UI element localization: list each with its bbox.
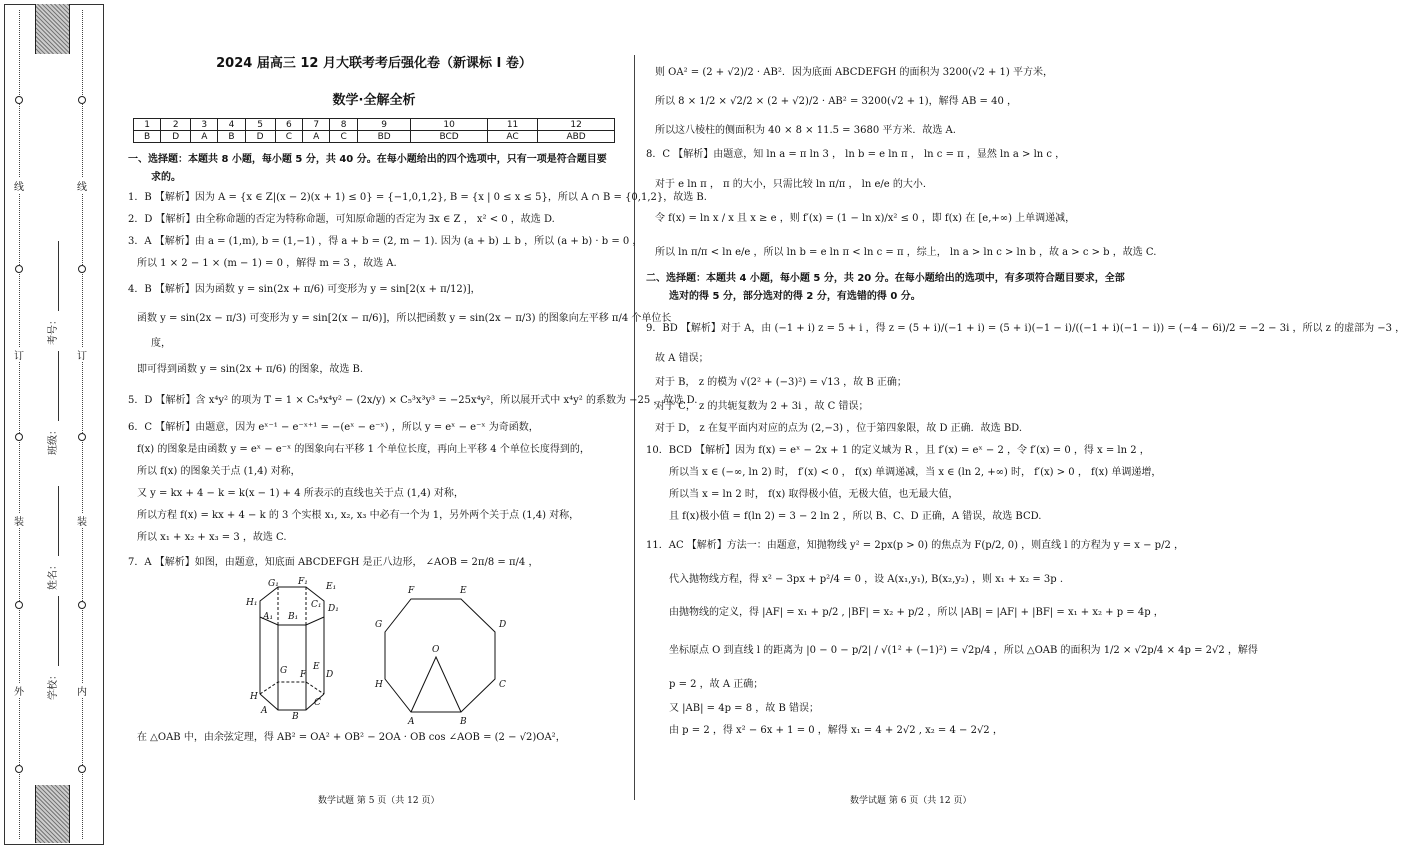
solution-line: 对于 e ln π ， π 的大小，只需比较 ln π/π ， ln e/e 的大小． bbox=[655, 179, 933, 190]
vertex-label: B bbox=[460, 717, 467, 727]
vertex-label: A₁ bbox=[263, 612, 274, 622]
inner-line-char: 内 bbox=[76, 683, 88, 698]
figure-area bbox=[128, 577, 620, 727]
school-field[interactable] bbox=[44, 596, 59, 700]
binding-margin bbox=[0, 0, 108, 849]
solution-line: 所以 x₁ + x₂ + x₃ = 3 ，故选 C. bbox=[137, 532, 287, 543]
answer-number: 5 bbox=[245, 119, 275, 131]
class-label: 班级： bbox=[48, 425, 59, 455]
page-title: 2024 届高三 12 月大联考考后强化卷（新课标 I 卷） bbox=[216, 56, 532, 71]
solution-line: 对于 C， z 的共轭复数为 2 + 3i ，故 C 错误； bbox=[655, 401, 869, 412]
answer-table bbox=[133, 118, 615, 143]
answer-key: D bbox=[245, 131, 275, 143]
answer-number-row bbox=[134, 119, 615, 131]
punch-hole bbox=[78, 265, 86, 273]
answer-number: 2 bbox=[161, 119, 191, 131]
punch-hole bbox=[78, 433, 86, 441]
vertex-label: C₁ bbox=[311, 600, 322, 610]
vertex-label: F₁ bbox=[298, 577, 308, 587]
answer-key: BCD bbox=[411, 131, 488, 143]
solution-line: 3．A 【解析】由 a = (1,m), b = (1,−1) ，得 a + b = (2, m − 1). 因为 (a + b) ⊥ b ，所以 (a + b) · b = 0 ， bbox=[128, 236, 643, 247]
answer-number: 8 bbox=[330, 119, 358, 131]
vertex-label: A bbox=[408, 717, 415, 727]
answer-number: 1 bbox=[134, 119, 161, 131]
outer-line-char: 订 bbox=[13, 347, 25, 362]
punch-hole bbox=[78, 765, 86, 773]
answer-key: D bbox=[161, 131, 191, 143]
vertex-label: G bbox=[280, 666, 288, 676]
answer-key: BD bbox=[357, 131, 410, 143]
name-label: 姓名： bbox=[48, 560, 59, 590]
vertex-label: H₁ bbox=[246, 598, 258, 608]
solution-line: 又 |AB| = 4p = 8 ，故 B 错误； bbox=[669, 703, 819, 714]
solution-line: 11．AC 【解析】方法一：由题意，知抛物线 y² = 2px(p > 0) 的焦点为 F(p/2, 0) ，则直线 l 的方程为 y = x − p/2 ， bbox=[646, 540, 1184, 551]
solution-line: 函数 y = sin(2x − π/3) 可变形为 y = sin[2(x − π/6)]，所以把函数 y = sin(2x − π/3) 的图象向左平移 π/4 个单位长 bbox=[137, 313, 672, 324]
answer-number: 3 bbox=[191, 119, 218, 131]
punch-hole bbox=[15, 433, 23, 441]
solution-line: 又 y = kx + 4 − k = k(x − 1) + 4 所表示的直线也关于点 (1,4) 对称， bbox=[137, 488, 464, 499]
outer-line-char: 线 bbox=[13, 178, 25, 193]
hatch-bottom bbox=[35, 785, 70, 843]
answer-number: 9 bbox=[357, 119, 410, 131]
vertex-label: D bbox=[326, 670, 334, 680]
solution-line: 代入抛物线方程，得 x² − 3px + p²/4 = 0 ，设 A(x₁,y₁), B(x₂,y₂) ，则 x₁ + x₂ = 3p . bbox=[669, 574, 1064, 585]
inner-line-char: 装 bbox=[76, 513, 88, 528]
section-heading: 二、选择题：本题共 4 小题，每小题 5 分，共 20 分。在每小题给出的选项中，有多项符合题目要求，全部 bbox=[646, 273, 1125, 284]
solution-line: 所以 ln π/π < ln e/e ，所以 ln b = e ln π < ln c = π ，综上， ln a > ln c > ln b ，故 a > c > b ，故选 C. bbox=[655, 247, 1157, 258]
prism-labels bbox=[245, 577, 339, 722]
inner-line-char: 线 bbox=[76, 178, 88, 193]
punch-hole bbox=[15, 765, 23, 773]
answer-key: ABD bbox=[538, 131, 615, 143]
outer-line-char: 外 bbox=[13, 683, 25, 698]
exam-number-label: 考号： bbox=[48, 315, 59, 345]
vertex-label: C bbox=[499, 680, 506, 690]
solution-line: 9．BD 【解析】对于 A，由 (−1 + i) z = 5 + i ，得 z = (5 + i)/(−1 + i) = (5 + i)(−1 − i)/((−1 + i)(−1 − i)) = (−4 − 6i)/2 = −2 − 3i ，所以 z 的虚部为 −3 ， bbox=[646, 323, 1405, 334]
class-blank[interactable] bbox=[58, 351, 59, 421]
vertex-label: H bbox=[375, 680, 383, 690]
exam-number-blank[interactable] bbox=[58, 241, 59, 311]
solution-line: 10．BCD 【解析】因为 f(x) = eˣ − 2x + 1 的定义域为 R ，且 f′(x) = eˣ − 2 ，令 f′(x) = 0 ，得 x = ln 2 ， bbox=[646, 445, 1150, 456]
solution-line: 7．A 【解析】如图，由题意，知底面 ABCDEFGH 是正八边形， ∠AOB = 2π/8 = π/4 ， bbox=[128, 557, 539, 568]
vertex-label: A bbox=[261, 706, 268, 716]
vertex-label: G bbox=[375, 620, 383, 630]
solution-line: f(x) 的图象是由函数 y = eˣ − e⁻ˣ 的图象向右平移 1 个单位长度，再向上平移 4 个单位长度得到的， bbox=[137, 444, 590, 455]
solution-line: 即可得到函数 y = sin(2x + π/6) 的图象，故选 B. bbox=[137, 364, 364, 375]
solution-line: 令 f(x) = ln x / x 且 x ≥ e ，则 f′(x) = (1 − ln x)/x² ≤ 0 ，即 f(x) 在 [e,+∞) 上单调递减， bbox=[655, 213, 1076, 224]
solution-line: 5．D 【解析】含 x⁴y² 的项为 T = 1 × C₅⁴x⁴y² − (2x/y) × C₅³x³y³ = −25x⁴y²，所以展开式中 x⁴y² 的系数为 −25 ，故选 D. bbox=[128, 395, 698, 406]
solution-line: 所以 1 × 2 − 1 × (m − 1) = 0 ，解得 m = 3 ，故选 A. bbox=[137, 258, 397, 269]
vertex-label: G₁ bbox=[268, 579, 279, 589]
answer-key: B bbox=[218, 131, 245, 143]
solution-line: 所以当 x = ln 2 时， f(x) 取得极小值，无极大值，也无最大值， bbox=[669, 489, 959, 500]
vertex-label: C bbox=[314, 698, 321, 708]
vertex-label: H bbox=[250, 692, 258, 702]
answer-key: B bbox=[134, 131, 161, 143]
answer-number: 4 bbox=[218, 119, 245, 131]
solution-line: 由 p = 2 ，得 x² − 6x + 1 = 0 ，解得 x₁ = 4 + 2√2 , x₂ = 4 − 2√2 ， bbox=[669, 725, 1003, 736]
punch-hole bbox=[78, 601, 86, 609]
octagon-labels bbox=[374, 586, 506, 727]
answer-key-row bbox=[134, 131, 615, 143]
solution-line: 所以方程 f(x) = kx + 4 − k 的 3 个实根 x₁, x₂, x₃ 中必有一个为 1，另外两个关于点 (1,4) 对称， bbox=[137, 510, 580, 521]
solution-line: 度， bbox=[151, 338, 171, 349]
solution-line: 4．B 【解析】因为函数 y = sin(2x + π/6) 可变形为 y = sin[2(x + π/12)]， bbox=[128, 284, 481, 295]
class-field[interactable] bbox=[44, 351, 59, 455]
outer-line-char: 装 bbox=[13, 513, 25, 528]
solution-line: 由抛物线的定义，得 |AF| = x₁ + p/2 , |BF| = x₂ + p/2 ，所以 |AB| = |AF| + |BF| = x₁ + x₂ + p = 4p ， bbox=[669, 607, 1164, 618]
solution-line: 6．C 【解析】由题意，因为 eˣ⁻¹ − e⁻ˣ⁺¹ = −(eˣ − e⁻ˣ) ，所以 y = eˣ − e⁻ˣ 为奇函数， bbox=[128, 422, 539, 433]
exam-number-field[interactable] bbox=[44, 241, 59, 345]
answer-number: 6 bbox=[275, 119, 303, 131]
section-heading: 一、选择题：本题共 8 小题，每小题 5 分，共 40 分。在每小题给出的四个选项中，只有一项是符合题目要 bbox=[128, 154, 607, 165]
solution-line: 所以 f(x) 的图象关于点 (1,4) 对称， bbox=[137, 466, 301, 477]
solution-line: 在 △OAB 中，由余弦定理，得 AB² = OA² + OB² − 2OA · OB cos ∠AOB = (2 − √2)OA²， bbox=[137, 732, 566, 743]
school-blank[interactable] bbox=[58, 596, 59, 666]
vertex-label: D bbox=[499, 620, 507, 630]
vertex-label: D₁ bbox=[328, 604, 339, 614]
solution-line: 坐标原点 O 到直线 l 的距离为 |0 − 0 − p/2| / √(1² + (−1)²) = √2p/4 ，所以 △OAB 的面积为 1/2 × √2p/4 × 4p = 2√2 ，解得 bbox=[669, 645, 1258, 656]
page-subtitle: 数学·全解全析 bbox=[332, 93, 416, 108]
vertex-label: B bbox=[292, 712, 299, 722]
vertex-label: F bbox=[408, 586, 415, 596]
punch-hole bbox=[15, 601, 23, 609]
answer-number: 10 bbox=[411, 119, 488, 131]
solution-line: 对于 D， z 在复平面内对应的点为 (2,−3) ，位于第四象限，故 D 正确．故选 BD. bbox=[655, 423, 1023, 434]
vertex-label: E bbox=[313, 662, 320, 672]
section-heading-cont: 求的。 bbox=[151, 172, 181, 183]
inner-line-char: 订 bbox=[76, 347, 88, 362]
solution-line: p = 2 ，故 A 正确； bbox=[669, 679, 764, 690]
answer-number: 11 bbox=[487, 119, 537, 131]
regular-octagon bbox=[385, 599, 495, 712]
school-label: 学校： bbox=[48, 670, 59, 700]
name-blank[interactable] bbox=[58, 486, 59, 556]
answer-number: 7 bbox=[303, 119, 330, 131]
answer-key: A bbox=[191, 131, 218, 143]
solution-line: 且 f(x)极小值 = f(ln 2) = 3 − 2 ln 2 ，所以 B、C、D 正确，A 错误，故选 BCD. bbox=[669, 511, 1042, 522]
punch-hole bbox=[78, 96, 86, 104]
vertex-label: B₁ bbox=[288, 612, 299, 622]
column-divider bbox=[634, 55, 635, 800]
solution-line: 2．D 【解析】由全称命题的否定为特称命题，可知原命题的否定为 ∃x ∈ Z ， x² < 0 ，故选 D. bbox=[128, 214, 555, 225]
vertex-label: E₁ bbox=[326, 582, 337, 592]
geometry-figure bbox=[128, 577, 620, 727]
answer-key: C bbox=[330, 131, 358, 143]
inner-dotted-line bbox=[82, 10, 83, 839]
vertex-label: O bbox=[432, 645, 440, 655]
answer-number: 12 bbox=[538, 119, 615, 131]
vertex-label: E bbox=[460, 586, 467, 596]
solution-line: 对于 B， z 的模为 √(2² + (−3)²) = √13 ，故 B 正确； bbox=[655, 377, 907, 388]
section-heading-cont: 选对的得 5 分，部分选对的得 2 分，有选错的得 0 分。 bbox=[669, 291, 921, 302]
solution-line: 所以这八棱柱的侧面积为 40 × 8 × 11.5 = 3680 平方米．故选 A. bbox=[655, 125, 956, 136]
answer-key: A bbox=[303, 131, 330, 143]
answer-key: AC bbox=[487, 131, 537, 143]
page-footer-left: 数学试题 第 5 页（共 12 页） bbox=[318, 796, 440, 806]
solution-line: 故 A 错误； bbox=[655, 353, 709, 364]
right-column bbox=[646, 62, 1405, 742]
punch-hole bbox=[15, 265, 23, 273]
solution-line: 则 OA² = (2 + √2)/2 · AB²．因为底面 ABCDEFGH 的面积为 3200(√2 + 1) 平方米， bbox=[655, 67, 1053, 78]
solution-line: 1．B 【解析】因为 A = {x ∈ Z|(x − 2)(x + 1) ≤ 0} = {−1,0,1,2}, B = {x | 0 ≤ x ≤ 5}，所以 A ∩ B = {0,1,2}，故选 B. bbox=[128, 192, 707, 203]
answer-key: C bbox=[275, 131, 303, 143]
vertex-label: F bbox=[300, 670, 307, 680]
solution-line: 所以当 x ∈ (−∞, ln 2) 时， f′(x) < 0 ， f(x) 单调递减，当 x ∈ (ln 2, +∞) 时， f′(x) > 0 ， f(x) 单调递增， bbox=[669, 467, 1162, 478]
page-footer-right: 数学试题 第 6 页（共 12 页） bbox=[850, 796, 972, 806]
name-field[interactable] bbox=[44, 486, 59, 590]
hatch-top bbox=[35, 4, 70, 54]
punch-hole bbox=[15, 96, 23, 104]
outer-dotted-line bbox=[19, 10, 20, 839]
solution-line: 8．C 【解析】由题意，知 ln a = π ln 3 ， ln b = e ln π ， ln c = π ，显然 ln a > ln c ， bbox=[646, 149, 1066, 160]
solution-line: 所以 8 × 1/2 × √2/2 × (2 + √2)/2 · AB² = 3200(√2 + 1)，解得 AB = 40 ， bbox=[655, 96, 1018, 107]
